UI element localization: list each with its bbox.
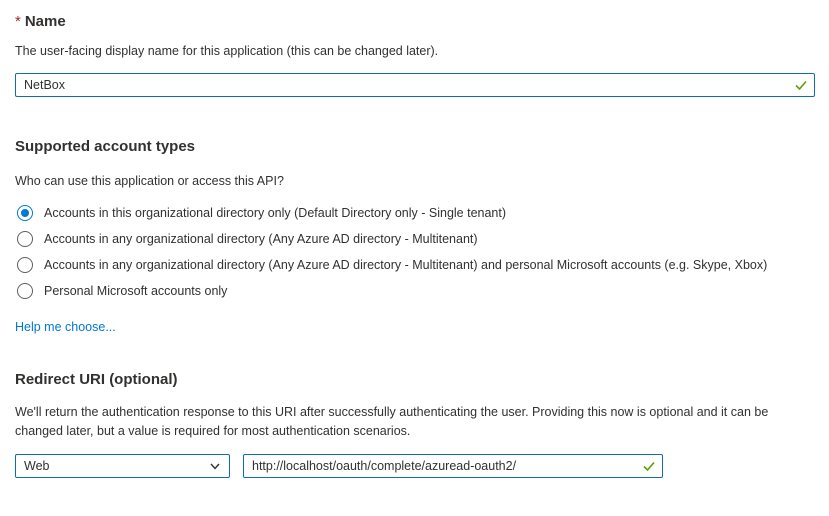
section-spacer (15, 97, 815, 127)
redirect-uri-controls (15, 454, 815, 478)
account-types-title: Supported account types (15, 138, 196, 155)
radio-multitenant-personal[interactable] (15, 252, 815, 278)
radio-multitenant[interactable] (15, 226, 815, 252)
redirect-uri-input[interactable] (243, 454, 663, 478)
redirect-uri-description: We'll return the authentication response to this URI after successfully authenticating the user. Providing this now is optional and it can be changed later, but a value is required for most authentication scenarios. (15, 405, 769, 438)
uri-field-wrap (243, 454, 663, 478)
radio-label: Accounts in this organizational directory only (Default Directory only - Single tenant) (44, 206, 507, 220)
help-me-choose-link[interactable]: Help me choose... (15, 320, 116, 334)
chevron-down-icon (208, 459, 222, 473)
radio-label: Accounts in any organizational directory (Any Azure AD directory - Multitenant) (44, 232, 478, 246)
name-description: The user-facing display name for this application (this can be changed later). (15, 44, 439, 58)
account-types-radio-group (15, 200, 815, 304)
platform-select[interactable] (15, 454, 230, 478)
radio-single-tenant[interactable] (15, 200, 815, 226)
account-types-question: Who can use this application or access this API? (15, 174, 284, 188)
redirect-uri-title: Redirect URI (optional) (15, 371, 178, 388)
section-spacer (15, 336, 815, 366)
radio-button-icon[interactable] (17, 257, 33, 273)
name-field-wrap (15, 73, 815, 97)
name-section-title (15, 12, 815, 32)
platform-select-value: Web (24, 459, 50, 473)
radio-label: Personal Microsoft accounts only (44, 284, 228, 298)
radio-label: Accounts in any organizational directory (Any Azure AD directory - Multitenant) and personal Microsoft accounts (e.g. Skype, Xbox) (44, 258, 768, 272)
required-asterisk: * (15, 13, 21, 30)
radio-personal-only[interactable] (15, 278, 815, 304)
name-input[interactable] (15, 73, 815, 97)
radio-button-icon[interactable] (17, 231, 33, 247)
name-label: Name (24, 13, 66, 30)
radio-button-icon[interactable] (17, 283, 33, 299)
radio-button-icon[interactable] (17, 205, 33, 221)
